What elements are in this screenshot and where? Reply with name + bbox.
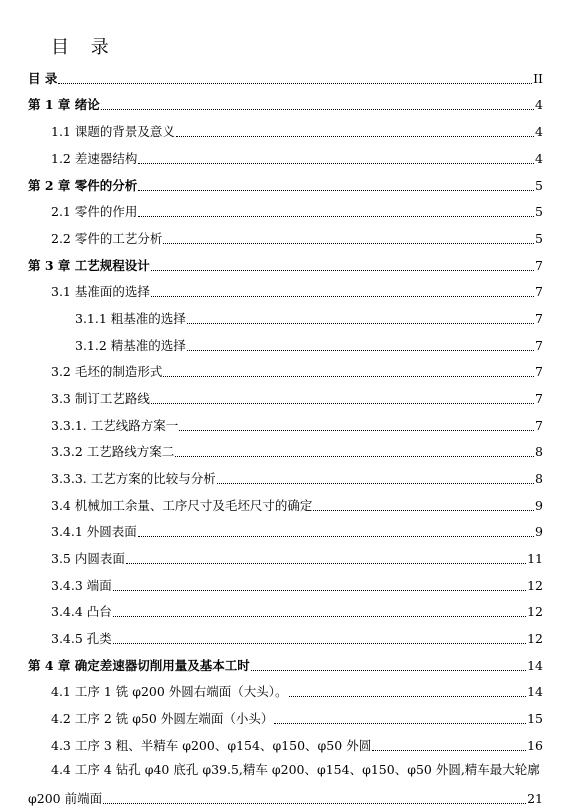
toc-entry[interactable] (75, 336, 543, 354)
toc-page-number: 12 (527, 578, 543, 593)
toc-page-number: 8 (535, 444, 543, 459)
toc-page-number: 5 (535, 204, 543, 219)
toc-entry-label: 3.3 制订工艺路线 (51, 391, 150, 406)
toc-entry-label: 3.3.3. 工艺方案的比较与分析 (51, 471, 216, 486)
toc-chapter-entry[interactable] (28, 256, 543, 274)
dot-leader (138, 163, 534, 164)
dot-leader (313, 510, 534, 511)
dot-leader (103, 803, 526, 804)
dot-leader (113, 616, 526, 617)
toc-page-number: 12 (527, 604, 543, 619)
dot-leader (151, 403, 534, 404)
toc-chapter-entry[interactable] (28, 95, 543, 113)
toc-entry-label: 3.4.5 孔类 (51, 631, 112, 646)
toc-page-number: 11 (527, 551, 543, 566)
toc-entry[interactable] (51, 602, 543, 620)
toc-entry[interactable] (75, 309, 543, 327)
dot-leader (126, 563, 526, 564)
toc-page-number: 16 (527, 738, 543, 753)
toc-entry[interactable] (28, 789, 543, 807)
toc-entry-label: 第 3 章 工艺规程设计 (28, 258, 150, 273)
toc-entry[interactable] (51, 629, 543, 647)
dot-leader (163, 376, 534, 377)
toc-entry-label: 4.1 工序 1 铣 φ200 外圆右端面（大头）。 (51, 684, 288, 699)
toc-entry-label: 3.4.4 凸台 (51, 604, 112, 619)
toc-page-number: 12 (527, 631, 543, 646)
toc-entry-label: 2.2 零件的工艺分析 (51, 231, 163, 246)
toc-entry-label: 3.4.1 外圆表面 (51, 524, 137, 539)
toc-entry-label: 第 2 章 零件的分析 (28, 178, 138, 193)
toc-page-number: 5 (535, 231, 543, 246)
dot-leader (217, 483, 534, 484)
toc-entry-label: 3.4 机械加工余量、工序尺寸及毛坯尺寸的确定 (51, 498, 313, 513)
toc-page-number: 21 (527, 791, 543, 806)
toc-page-number: 9 (535, 524, 543, 539)
dot-leader (176, 136, 534, 137)
toc-page-number: 7 (535, 391, 543, 406)
toc-page-number: 14 (527, 684, 543, 699)
dot-leader (175, 456, 534, 457)
toc-page-number: 4 (535, 151, 543, 166)
toc-page-number: 7 (535, 338, 543, 353)
toc-entry-label: 3.4.3 端面 (51, 578, 112, 593)
dot-leader (101, 109, 534, 110)
page-title: 目 录 (51, 37, 117, 58)
toc-entry[interactable] (51, 442, 543, 460)
dot-leader (163, 243, 534, 244)
toc-page-number: 7 (535, 284, 543, 299)
toc-entry[interactable] (51, 549, 543, 567)
dot-leader (151, 296, 534, 297)
toc-entry[interactable] (51, 149, 543, 167)
toc-entry[interactable] (51, 362, 543, 380)
dot-leader (289, 696, 527, 697)
toc-entry[interactable] (51, 709, 543, 727)
toc-entry-label: 目 录 (28, 71, 58, 86)
toc-chapter-entry[interactable] (28, 69, 543, 87)
toc-entry-label: 3.1.1 粗基准的选择 (75, 311, 186, 326)
toc-entry-label: 3.1 基准面的选择 (51, 284, 150, 299)
toc-entry-label: 1.1 课题的背景及意义 (51, 124, 175, 139)
toc-entry-label: 4.4 工序 4 钻孔 φ40 底孔 φ39.5,精车 φ200、φ154、φ150、φ50 外圆,精车最大轮廓 (51, 762, 540, 777)
toc-page-number: 15 (527, 711, 543, 726)
dot-leader (138, 190, 534, 191)
toc-entry-label: φ200 前端面 (28, 791, 103, 806)
toc-entry-label: 4.2 工序 2 铣 φ50 外圆左端面（小头） (51, 711, 274, 726)
toc-entry-label: 3.1.2 精基准的选择 (75, 338, 186, 353)
dot-leader (138, 536, 534, 537)
toc-entry[interactable] (51, 282, 543, 300)
toc-entry[interactable] (51, 682, 543, 700)
toc-entry[interactable] (51, 469, 543, 487)
toc-entry-label: 第 4 章 确定差速器切削用量及基本工时 (28, 658, 250, 673)
toc-entry[interactable] (51, 576, 543, 594)
toc-page-number: 5 (535, 178, 543, 193)
toc-entry[interactable] (51, 416, 543, 434)
toc-page-number: 14 (527, 658, 543, 673)
toc-chapter-entry[interactable] (28, 656, 543, 674)
dot-leader (274, 723, 526, 724)
dot-leader (113, 590, 526, 591)
toc-entry-label: 3.3.1. 工艺线路方案一 (51, 418, 179, 433)
toc-entry[interactable] (51, 522, 543, 540)
toc-chapter-entry[interactable] (28, 176, 543, 194)
toc-entry[interactable] (51, 762, 543, 778)
toc-entry[interactable] (51, 496, 543, 514)
toc-entry-label: 3.2 毛坯的制造形式 (51, 364, 163, 379)
dot-leader (138, 216, 534, 217)
toc-page-number: 4 (535, 97, 543, 112)
dot-leader (151, 270, 534, 271)
dot-leader (372, 750, 526, 751)
toc-entry-label: 第 1 章 绪论 (28, 97, 100, 112)
dot-leader (113, 643, 526, 644)
toc-entry[interactable] (51, 389, 543, 407)
toc-page-number: 7 (535, 364, 543, 379)
toc-entry-label: 3.3.2 工艺路线方案二 (51, 444, 175, 459)
toc-entry[interactable] (51, 736, 543, 754)
dot-leader (58, 83, 532, 84)
dot-leader (251, 670, 526, 671)
toc-entry[interactable] (51, 202, 543, 220)
toc-entry-label: 2.1 零件的作用 (51, 204, 138, 219)
dot-leader (187, 323, 534, 324)
toc-entry[interactable] (51, 229, 543, 247)
toc-page-number: 7 (535, 258, 543, 273)
toc-entry[interactable] (51, 122, 543, 140)
toc-entry-label: 4.3 工序 3 粗、半精车 φ200、φ154、φ150、φ50 外圆 (51, 738, 372, 753)
toc-page-number: 9 (535, 498, 543, 513)
toc-page-number: 7 (535, 311, 543, 326)
toc-entry-label: 1.2 差速器结构 (51, 151, 138, 166)
toc-entry-label: 3.5 内圆表面 (51, 551, 125, 566)
toc-page-number: 7 (535, 418, 543, 433)
toc-page-number: 4 (535, 124, 543, 139)
dot-leader (179, 430, 534, 431)
dot-leader (187, 350, 534, 351)
toc-page-number: 8 (535, 471, 543, 486)
toc-page-number: II (533, 71, 543, 86)
